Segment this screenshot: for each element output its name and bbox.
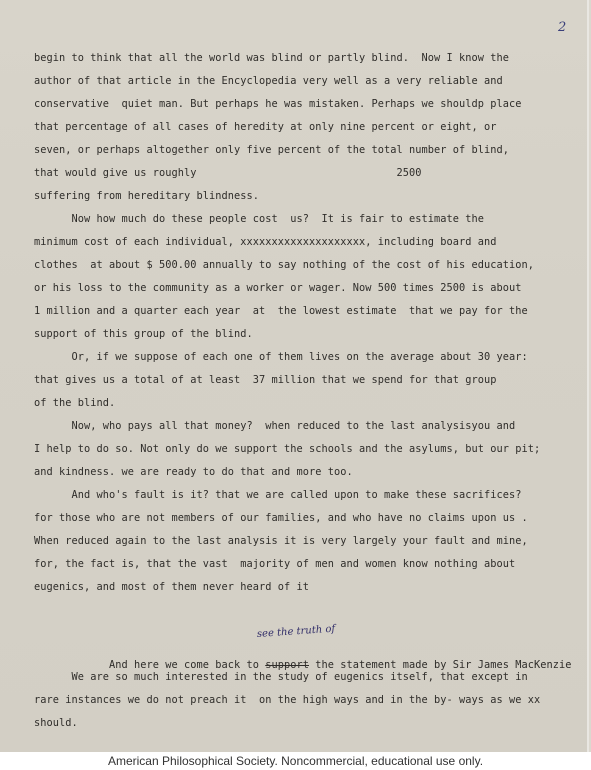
text-line: suffering from hereditary blindness. — [34, 190, 259, 202]
text-line: that gives us a total of at least 37 million that we spend for that group — [34, 374, 497, 386]
text-line: seven, or perhaps altogether only five percent of the total number of blind, — [34, 144, 509, 156]
text-line: I help to do so. Not only do we support the schools and the asylums, but our pit; — [34, 443, 541, 455]
text-line: minimum cost of each individual, xxxxxxxxxxxxxxxxxxxx, including board and — [34, 236, 497, 248]
text-line: for those who are not members of our families, and who have no claims upon us . — [34, 512, 528, 524]
text-line: and kindness. we are ready to do that and more too. — [34, 466, 353, 478]
text-line: author of that article in the Encyclopedia very well as a very reliable and — [34, 75, 503, 87]
text-line: When reduced again to the last analysis it is very largely your fault and mine, — [34, 535, 528, 547]
text-line: should. — [34, 717, 78, 729]
text-line: begin to think that all the world was blind or partly blind. Now I know the — [34, 52, 509, 64]
text-line: 1 million and a quarter each year at the lowest estimate that we pay for the — [34, 305, 528, 317]
text-line: Now how much do these people cost us? It is fair to estimate the — [34, 213, 484, 225]
text-line: Now, who pays all that money? when reduced to the last analysisyou and — [34, 420, 516, 432]
text-line: or his loss to the community as a worker or wager. Now 500 times 2500 is about — [34, 282, 522, 294]
page-number: 2 — [558, 20, 567, 35]
text-line: eugenics, and most of them never heard of it — [34, 581, 309, 593]
copyright-footer: American Philosophical Society. Noncommercial, educational use only. — [0, 752, 591, 770]
text-line: conservative quiet man. But perhaps he was mistaken. Perhaps we shouldp place — [34, 98, 522, 110]
text-line: for, the fact is, that the vast majority of men and women know nothing about — [34, 558, 516, 570]
text-line: support of this group of the blind. — [34, 328, 253, 340]
struck-line-text: And here we come back to support the statement made by Sir James MacKenzie — [71, 659, 572, 671]
handwritten-annotation: see the truth of — [256, 623, 336, 640]
text-line: clothes at about $ 500.00 annually to say nothing of the cost of his education, — [34, 259, 534, 271]
text-line: that percentage of all cases of heredity at only nine percent or eight, or — [34, 121, 497, 133]
text-line: And who's fault is it? that we are called upon to make these sacrifices? — [34, 489, 522, 501]
text-line: of the blind. — [34, 397, 116, 409]
struck-word: support — [265, 659, 309, 671]
text-line: We are so much interested in the study of eugenics itself, that except in — [34, 671, 528, 683]
text-line: rare instances we do not preach it on the high ways and in the by- ways as we xx — [34, 694, 541, 706]
text-line: that would give us roughly 2500 — [34, 167, 422, 179]
text-line: Or, if we suppose of each one of them lives on the average about 30 year: — [34, 351, 528, 363]
